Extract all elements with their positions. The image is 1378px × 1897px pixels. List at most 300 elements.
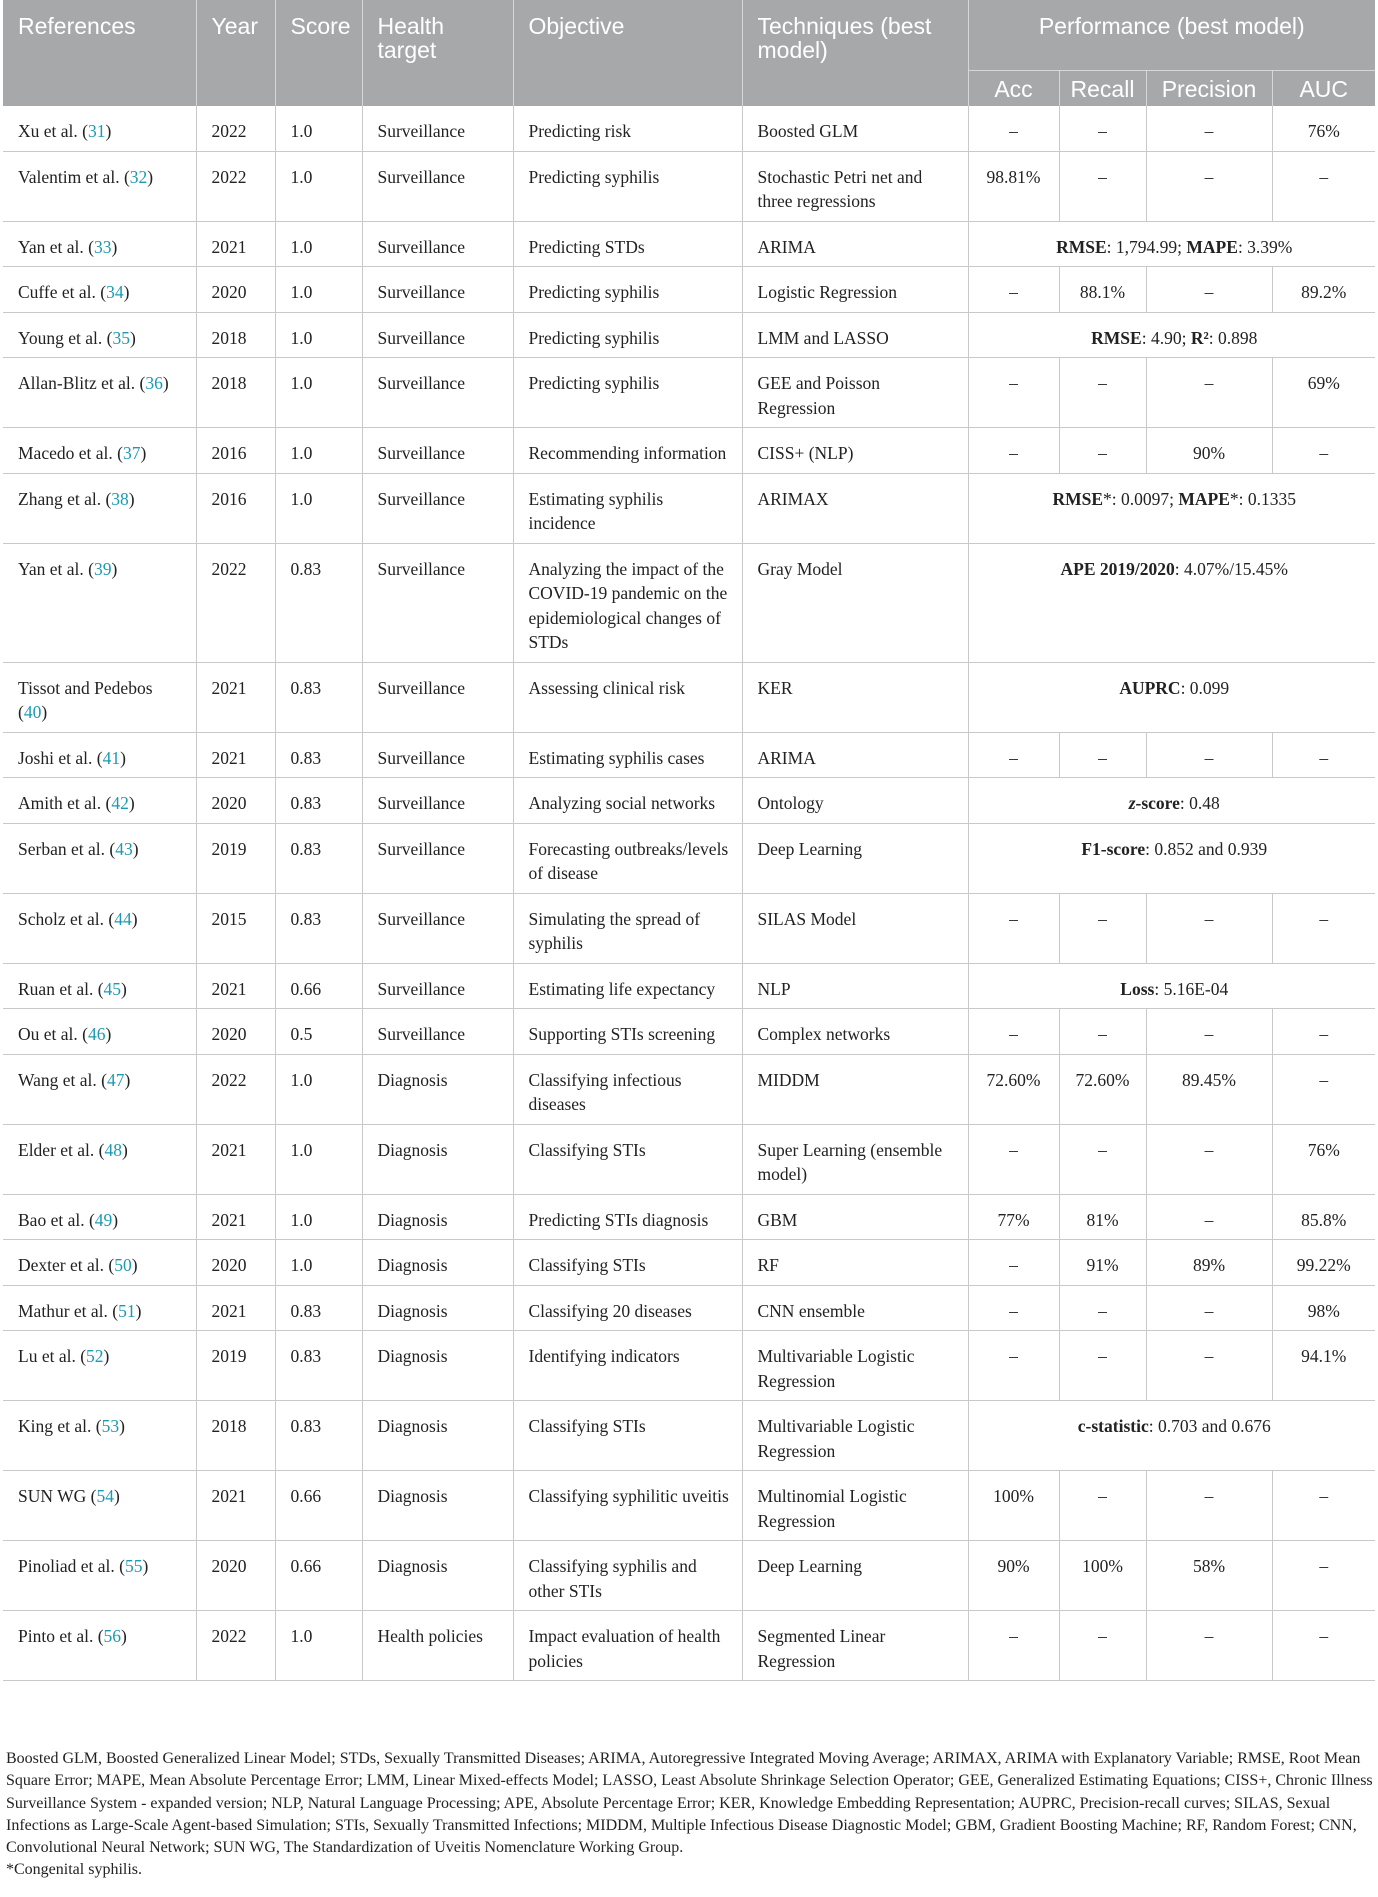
cell-reference xyxy=(3,1194,196,1240)
reference-close: ) xyxy=(103,1346,110,1366)
cell-objective: Predicting STIs diagnosis xyxy=(513,1194,742,1240)
cell-score: 1.0 xyxy=(275,151,362,221)
cell-target: Surveillance xyxy=(362,473,513,543)
cell-acc: – xyxy=(968,1124,1059,1194)
reference-close: ) xyxy=(131,1255,138,1275)
reference-link[interactable]: 39 xyxy=(94,558,112,579)
header-precision: Precision xyxy=(1146,71,1272,107)
cell-target: Surveillance xyxy=(362,732,513,778)
reference-author: Mathur et al. ( xyxy=(18,1300,119,1321)
reference-author: Lu et al. ( xyxy=(18,1346,87,1366)
cell-technique: Multivariable Logistic Regression xyxy=(742,1401,968,1471)
cell-score: 1.0 xyxy=(275,1124,362,1194)
reference-close: ) xyxy=(105,121,112,141)
cell-score: 0.66 xyxy=(275,963,362,1009)
cell-technique: LMM and LASSO xyxy=(742,312,968,358)
cell-precision: 90% xyxy=(1146,428,1272,474)
cell-reference xyxy=(3,1285,196,1331)
reference-close: ) xyxy=(113,1486,120,1506)
reference-link[interactable]: 41 xyxy=(102,747,121,768)
cell-year: 2019 xyxy=(196,1331,275,1401)
cell-recall: – xyxy=(1059,358,1146,428)
table-row xyxy=(3,1194,1375,1240)
cell-precision: – xyxy=(1146,893,1272,963)
reference-close: ) xyxy=(121,1139,128,1160)
cell-acc: 98.81% xyxy=(968,151,1059,221)
cell-precision: – xyxy=(1146,1331,1272,1401)
cell-target: Surveillance xyxy=(362,543,513,662)
cell-auc: – xyxy=(1272,151,1375,221)
cell-technique: RF xyxy=(742,1240,968,1286)
cell-objective: Recommending information xyxy=(513,428,742,474)
cell-score: 0.66 xyxy=(275,1541,362,1611)
reference-author: Pinoliad et al. ( xyxy=(18,1556,125,1576)
cell-year: 2022 xyxy=(196,543,275,662)
cell-year: 2020 xyxy=(196,1009,275,1055)
cell-reference xyxy=(3,428,196,474)
footnote-congenital: *Congenital syphilis. xyxy=(6,1861,142,1879)
reference-close: ) xyxy=(111,558,118,579)
cell-objective: Analyzing the impact of the COVID-19 pandemic on the epidemiological changes of STDs xyxy=(513,543,742,662)
cell-objective: Classifying STIs xyxy=(513,1240,742,1286)
table-row xyxy=(3,1009,1375,1055)
cell-precision: – xyxy=(1146,1124,1272,1194)
cell-year: 2020 xyxy=(196,267,275,313)
cell-reference xyxy=(3,1124,196,1194)
header-objective: Objective xyxy=(513,0,742,106)
cell-precision: 58% xyxy=(1146,1541,1272,1611)
reference-close: ) xyxy=(147,166,154,187)
cell-objective: Classifying syphilis and other STIs xyxy=(513,1541,742,1611)
cell-acc: – xyxy=(968,1285,1059,1331)
cell-year: 2018 xyxy=(196,312,275,358)
cell-score: 0.83 xyxy=(275,662,362,732)
cell-year: 2018 xyxy=(196,358,275,428)
cell-reference xyxy=(3,1401,196,1471)
reference-close: ) xyxy=(41,702,48,722)
cell-reference xyxy=(3,151,196,221)
cell-reference xyxy=(3,778,196,824)
cell-score: 0.83 xyxy=(275,893,362,963)
header-auc: AUC xyxy=(1272,71,1375,107)
reference-link[interactable]: 35 xyxy=(112,327,130,348)
reference-link[interactable]: 31 xyxy=(87,121,106,141)
cell-year: 2019 xyxy=(196,823,275,893)
cell-target: Diagnosis xyxy=(362,1054,513,1124)
reference-close: ) xyxy=(124,1069,131,1090)
reference-link[interactable]: 38 xyxy=(111,488,129,509)
cell-performance-metric xyxy=(968,221,1375,267)
cell-auc: – xyxy=(1272,428,1375,474)
reference-author: Wang et al. ( xyxy=(18,1069,107,1090)
reference-close: ) xyxy=(140,443,147,463)
metric-name-2: MAPE xyxy=(1186,236,1238,257)
cell-reference xyxy=(3,1541,196,1611)
cell-reference xyxy=(3,358,196,428)
reference-close: ) xyxy=(111,236,118,257)
cell-year: 2020 xyxy=(196,778,275,824)
reference-author: Yan et al. ( xyxy=(18,236,94,257)
metric-value-2: : 0.48 xyxy=(1179,793,1220,813)
cell-target: Surveillance xyxy=(362,267,513,313)
cell-target: Surveillance xyxy=(362,893,513,963)
table-row xyxy=(3,358,1375,428)
reference-author: Cuffe et al. ( xyxy=(18,282,107,302)
reference-link[interactable]: 48 xyxy=(104,1139,122,1160)
cell-reference xyxy=(3,1331,196,1401)
cell-technique: KER xyxy=(742,662,968,732)
cell-objective: Predicting syphilis xyxy=(513,151,742,221)
reference-link[interactable]: 47 xyxy=(106,1069,125,1090)
cell-auc: – xyxy=(1272,1471,1375,1541)
cell-score: 1.0 xyxy=(275,1611,362,1681)
reference-close: ) xyxy=(128,793,135,813)
cell-performance-metric xyxy=(968,312,1375,358)
cell-precision: – xyxy=(1146,1285,1272,1331)
cell-precision: – xyxy=(1146,1611,1272,1681)
metric-value: : 4.90; xyxy=(1141,327,1191,348)
reference-close: ) xyxy=(120,747,126,768)
metric-name: AUPRC xyxy=(1119,677,1181,698)
cell-technique: Deep Learning xyxy=(742,1541,968,1611)
reference-close: ) xyxy=(142,1556,149,1576)
cell-score: 0.83 xyxy=(275,732,362,778)
reference-author: Dexter et al. ( xyxy=(18,1255,115,1275)
cell-auc: – xyxy=(1272,1541,1375,1611)
cell-objective: Classifying STIs xyxy=(513,1124,742,1194)
cell-year: 2021 xyxy=(196,221,275,267)
reference-link[interactable]: 44 xyxy=(114,908,132,929)
cell-year: 2021 xyxy=(196,963,275,1009)
reference-link[interactable]: 50 xyxy=(114,1255,132,1275)
metric-name: RMSE xyxy=(1052,488,1104,509)
cell-recall: – xyxy=(1059,1331,1146,1401)
cell-reference xyxy=(3,823,196,893)
reference-link[interactable]: 34 xyxy=(106,282,124,302)
cell-year: 2020 xyxy=(196,1541,275,1611)
cell-precision: 89% xyxy=(1146,1240,1272,1286)
table-row xyxy=(3,662,1375,732)
cell-year: 2022 xyxy=(196,1054,275,1124)
table-row xyxy=(3,1471,1375,1541)
cell-acc: – xyxy=(968,106,1059,151)
reference-close: ) xyxy=(112,1209,119,1230)
cell-acc: – xyxy=(968,1240,1059,1286)
cell-acc: 90% xyxy=(968,1541,1059,1611)
metric-name-2: -score xyxy=(1135,793,1180,813)
cell-technique: ARIMA xyxy=(742,221,968,267)
cell-technique: Complex networks xyxy=(742,1009,968,1055)
metric-name-2: R² xyxy=(1190,327,1209,348)
table-row xyxy=(3,151,1375,221)
cell-technique: Stochastic Petri net and three regressions xyxy=(742,151,968,221)
cell-recall: – xyxy=(1059,151,1146,221)
cell-reference xyxy=(3,221,196,267)
cell-precision: – xyxy=(1146,267,1272,313)
cell-score: 0.66 xyxy=(275,1471,362,1541)
reference-link[interactable]: 33 xyxy=(94,236,112,257)
cell-reference xyxy=(3,662,196,732)
cell-objective: Predicting syphilis xyxy=(513,358,742,428)
cell-year: 2021 xyxy=(196,1285,275,1331)
cell-reference xyxy=(3,963,196,1009)
cell-technique: MIDDM xyxy=(742,1054,968,1124)
cell-precision: – xyxy=(1146,732,1272,778)
reference-link[interactable]: 55 xyxy=(124,1556,143,1576)
table-body xyxy=(3,106,1375,1681)
cell-year: 2022 xyxy=(196,106,275,151)
cell-precision: – xyxy=(1146,1194,1272,1240)
reference-author: Elder et al. ( xyxy=(18,1139,105,1160)
reference-author: Yan et al. ( xyxy=(18,558,94,579)
cell-auc: 94.1% xyxy=(1272,1331,1375,1401)
reference-link[interactable]: 54 xyxy=(96,1486,114,1506)
table-row xyxy=(3,1285,1375,1331)
metric-value: : 0.852 and 0.939 xyxy=(1145,838,1268,859)
metric-value-2: : 0.898 xyxy=(1208,327,1258,348)
reference-link[interactable]: 40 xyxy=(23,702,42,722)
cell-score: 1.0 xyxy=(275,1240,362,1286)
reference-author: SUN WG ( xyxy=(18,1486,97,1506)
reference-close: ) xyxy=(121,1626,127,1646)
cell-year: 2016 xyxy=(196,428,275,474)
cell-score: 0.83 xyxy=(275,778,362,824)
cell-year: 2021 xyxy=(196,1194,275,1240)
cell-objective: Classifying STIs xyxy=(513,1401,742,1471)
cell-score: 1.0 xyxy=(275,106,362,151)
cell-performance-metric xyxy=(968,473,1375,543)
reference-link[interactable]: 46 xyxy=(87,1024,106,1044)
cell-score: 1.0 xyxy=(275,312,362,358)
reference-close: ) xyxy=(135,1300,142,1321)
cell-year: 2020 xyxy=(196,1240,275,1286)
cell-objective: Predicting syphilis xyxy=(513,267,742,313)
cell-technique: GBM xyxy=(742,1194,968,1240)
table-row xyxy=(3,106,1375,151)
table-row xyxy=(3,428,1375,474)
cell-recall: – xyxy=(1059,106,1146,151)
cell-year: 2021 xyxy=(196,662,275,732)
table-row xyxy=(3,963,1375,1009)
metric-value: : 5.16E-04 xyxy=(1154,978,1229,999)
reference-link[interactable]: 36 xyxy=(145,373,163,393)
metric-name: c-statistic xyxy=(1077,1416,1149,1436)
header-performance: Performance (best model) xyxy=(968,0,1375,71)
cell-target: Surveillance xyxy=(362,823,513,893)
cell-reference xyxy=(3,1471,196,1541)
table-row xyxy=(3,1124,1375,1194)
cell-acc: 100% xyxy=(968,1471,1059,1541)
cell-objective: Estimating syphilis cases xyxy=(513,732,742,778)
reference-author: Tissot and Pedebos ( xyxy=(18,677,153,722)
reference-link[interactable]: 37 xyxy=(122,443,141,463)
cell-technique: Logistic Regression xyxy=(742,267,968,313)
cell-acc: – xyxy=(968,893,1059,963)
table-row xyxy=(3,1054,1375,1124)
cell-technique: Ontology xyxy=(742,778,968,824)
cell-reference xyxy=(3,893,196,963)
cell-auc: 85.8% xyxy=(1272,1194,1375,1240)
metric-value: : 1,794.99; xyxy=(1106,236,1187,257)
header-recall: Recall xyxy=(1059,71,1146,107)
cell-objective: Predicting STDs xyxy=(513,221,742,267)
table-row xyxy=(3,823,1375,893)
cell-score: 1.0 xyxy=(275,428,362,474)
cell-objective: Classifying 20 diseases xyxy=(513,1285,742,1331)
metric-name: z xyxy=(1128,793,1136,813)
cell-reference xyxy=(3,106,196,151)
reference-author: Serban et al. ( xyxy=(18,838,116,859)
table-row xyxy=(3,1331,1375,1401)
cell-performance-metric xyxy=(968,1401,1375,1471)
cell-performance-metric xyxy=(968,778,1375,824)
cell-technique: CISS+ (NLP) xyxy=(742,428,968,474)
metric-value-2: : 3.39% xyxy=(1237,236,1293,257)
cell-target: Surveillance xyxy=(362,151,513,221)
cell-acc: – xyxy=(968,358,1059,428)
reference-author: Ou et al. ( xyxy=(18,1024,88,1044)
cell-reference xyxy=(3,1009,196,1055)
cell-auc: 76% xyxy=(1272,1124,1375,1194)
cell-target: Health policies xyxy=(362,1611,513,1681)
cell-performance-metric xyxy=(968,662,1375,732)
reference-link[interactable]: 56 xyxy=(103,1626,122,1646)
table-row xyxy=(3,221,1375,267)
cell-auc: – xyxy=(1272,732,1375,778)
metric-value: : 4.07%/15.45% xyxy=(1174,558,1289,579)
reference-close: ) xyxy=(128,488,135,509)
reference-author: Allan-Blitz et al. ( xyxy=(18,373,146,393)
cell-auc: – xyxy=(1272,1054,1375,1124)
studies-table xyxy=(3,0,1375,1681)
cell-performance-metric xyxy=(968,823,1375,893)
cell-reference xyxy=(3,543,196,662)
cell-target: Surveillance xyxy=(362,312,513,358)
reference-link[interactable]: 53 xyxy=(101,1416,120,1436)
cell-year: 2015 xyxy=(196,893,275,963)
reference-close: ) xyxy=(131,908,138,929)
reference-author: Macedo et al. ( xyxy=(18,443,123,463)
reference-link[interactable]: 43 xyxy=(115,838,133,859)
table-row xyxy=(3,543,1375,662)
cell-performance-metric xyxy=(968,963,1375,1009)
header-health-target: Health target xyxy=(362,0,513,106)
cell-technique: Super Learning (ensemble model) xyxy=(742,1124,968,1194)
cell-year: 2016 xyxy=(196,473,275,543)
cell-year: 2022 xyxy=(196,1611,275,1681)
cell-acc: 77% xyxy=(968,1194,1059,1240)
reference-author: Xu et al. ( xyxy=(18,121,88,141)
cell-recall: – xyxy=(1059,893,1146,963)
cell-objective: Classifying infectious diseases xyxy=(513,1054,742,1124)
cell-objective: Identifying indicators xyxy=(513,1331,742,1401)
cell-acc: – xyxy=(968,428,1059,474)
reference-link[interactable]: 51 xyxy=(118,1300,136,1321)
reference-link[interactable]: 32 xyxy=(129,166,148,187)
reference-link[interactable]: 42 xyxy=(111,793,129,813)
cell-target: Diagnosis xyxy=(362,1541,513,1611)
cell-objective: Estimating life expectancy xyxy=(513,963,742,1009)
cell-target: Surveillance xyxy=(362,662,513,732)
metric-value: *: 0.0097; xyxy=(1103,488,1179,509)
cell-year: 2021 xyxy=(196,1471,275,1541)
metric-name: APE 2019/2020 xyxy=(1060,558,1175,579)
cell-auc: – xyxy=(1272,1009,1375,1055)
cell-technique: GEE and Poisson Regression xyxy=(742,358,968,428)
cell-acc: – xyxy=(968,1009,1059,1055)
cell-reference xyxy=(3,312,196,358)
cell-score: 1.0 xyxy=(275,221,362,267)
cell-objective: Assessing clinical risk xyxy=(513,662,742,732)
cell-auc: 98% xyxy=(1272,1285,1375,1331)
cell-target: Surveillance xyxy=(362,428,513,474)
reference-author: Young et al. ( xyxy=(18,327,113,348)
cell-score: 0.5 xyxy=(275,1009,362,1055)
reference-link[interactable]: 45 xyxy=(103,978,122,999)
reference-close: ) xyxy=(132,838,139,859)
metric-value-2: *: 0.1335 xyxy=(1229,488,1297,509)
table-row xyxy=(3,778,1375,824)
cell-auc: – xyxy=(1272,893,1375,963)
cell-target: Diagnosis xyxy=(362,1401,513,1471)
cell-objective: Predicting syphilis xyxy=(513,312,742,358)
cell-recall: – xyxy=(1059,1611,1146,1681)
cell-precision: – xyxy=(1146,1471,1272,1541)
cell-reference xyxy=(3,732,196,778)
cell-technique: Deep Learning xyxy=(742,823,968,893)
cell-auc: – xyxy=(1272,1611,1375,1681)
cell-score: 1.0 xyxy=(275,267,362,313)
reference-link[interactable]: 52 xyxy=(86,1346,104,1366)
table-row xyxy=(3,1240,1375,1286)
metric-value: : 0.703 and 0.676 xyxy=(1148,1416,1271,1436)
cell-reference xyxy=(3,1054,196,1124)
cell-recall: 88.1% xyxy=(1059,267,1146,313)
cell-year: 2021 xyxy=(196,732,275,778)
cell-technique: Multivariable Logistic Regression xyxy=(742,1331,968,1401)
reference-author: Scholz et al. ( xyxy=(18,908,115,929)
cell-auc: 69% xyxy=(1272,358,1375,428)
cell-year: 2022 xyxy=(196,151,275,221)
header-techniques: Techniques (best model) xyxy=(742,0,968,106)
cell-precision: – xyxy=(1146,151,1272,221)
reference-close: ) xyxy=(119,1416,125,1436)
header-year: Year xyxy=(196,0,275,106)
cell-year: 2018 xyxy=(196,1401,275,1471)
cell-objective: Supporting STIs screening xyxy=(513,1009,742,1055)
reference-link[interactable]: 49 xyxy=(94,1209,113,1230)
table-row xyxy=(3,1401,1375,1471)
reference-author: Joshi et al. ( xyxy=(18,747,103,768)
cell-recall: – xyxy=(1059,732,1146,778)
reference-author: Ruan et al. ( xyxy=(18,978,104,999)
cell-score: 0.83 xyxy=(275,823,362,893)
cell-target: Diagnosis xyxy=(362,1124,513,1194)
cell-technique: ARIMAX xyxy=(742,473,968,543)
reference-author: Bao et al. ( xyxy=(18,1209,95,1230)
cell-technique: Multinomial Logistic Regression xyxy=(742,1471,968,1541)
metric-value: : 0.099 xyxy=(1180,677,1230,698)
cell-target: Diagnosis xyxy=(362,1331,513,1401)
cell-target: Surveillance xyxy=(362,1009,513,1055)
cell-recall: – xyxy=(1059,1285,1146,1331)
reference-close: ) xyxy=(105,1024,112,1044)
cell-recall: – xyxy=(1059,428,1146,474)
header-references: References xyxy=(3,0,196,106)
cell-score: 0.83 xyxy=(275,1285,362,1331)
cell-target: Surveillance xyxy=(362,778,513,824)
cell-objective: Simulating the spread of syphilis xyxy=(513,893,742,963)
